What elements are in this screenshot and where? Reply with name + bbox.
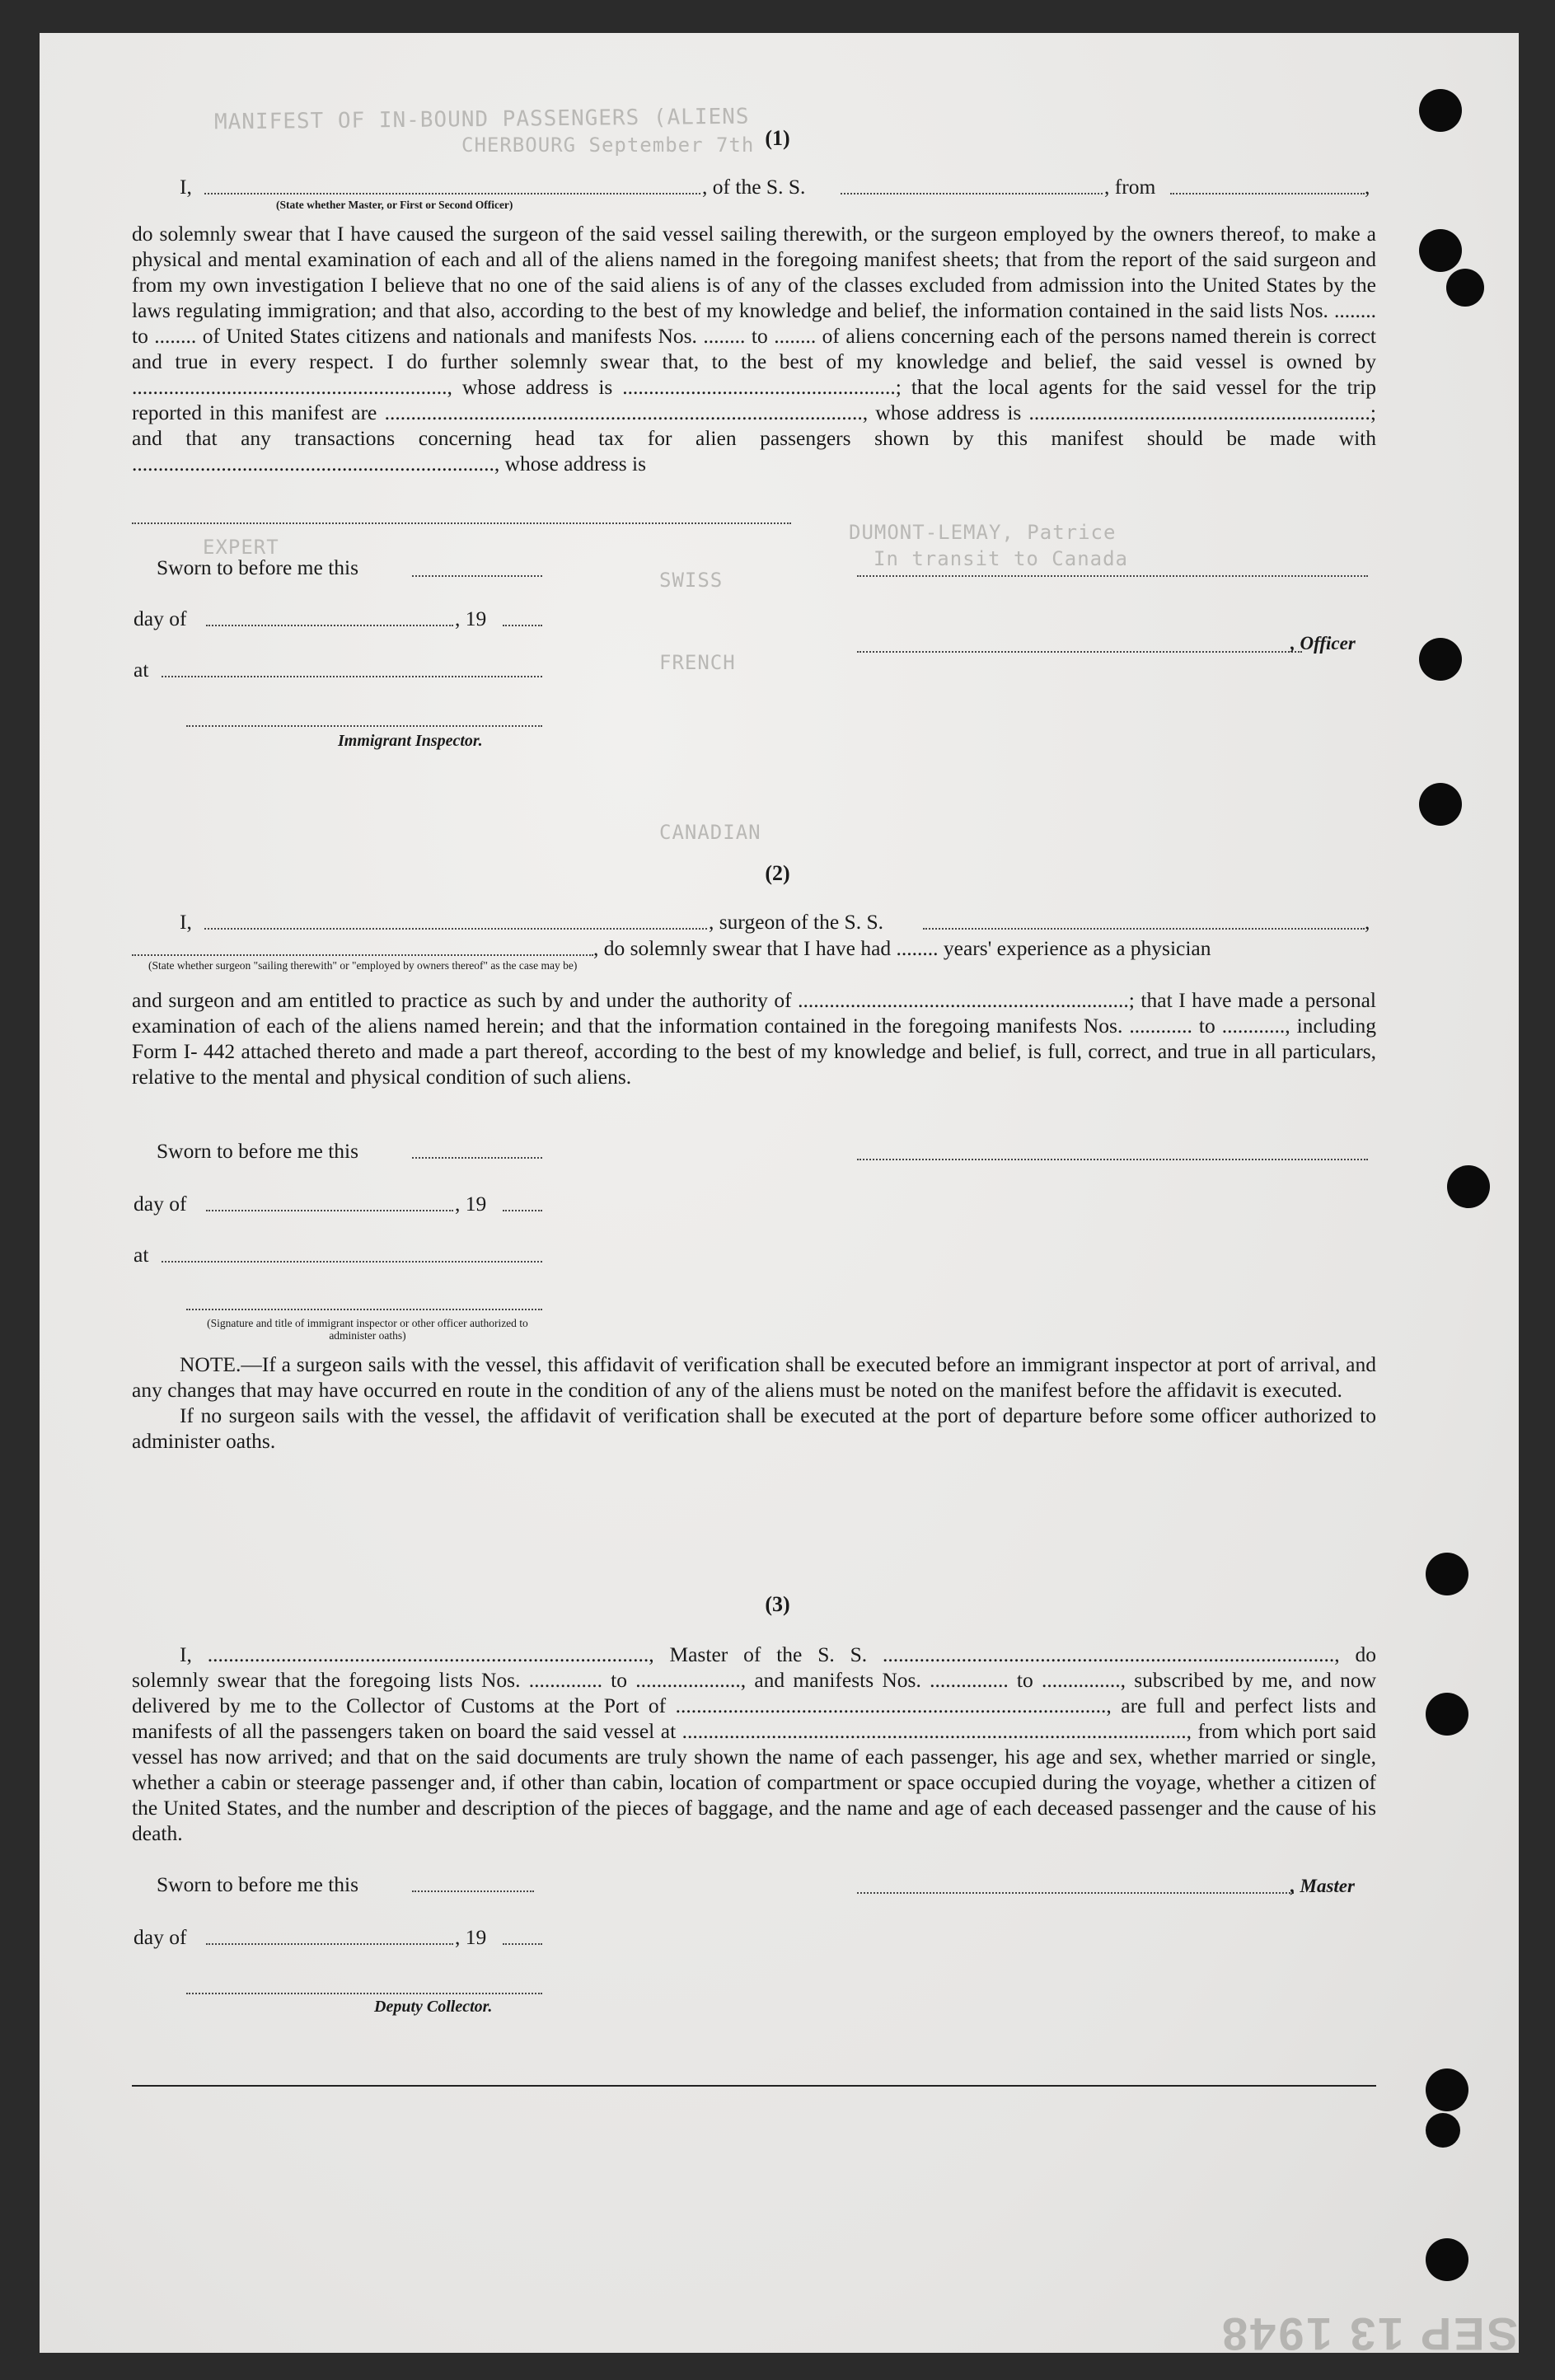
sworn-date-field-2[interactable] xyxy=(412,1157,542,1159)
year-field-1[interactable] xyxy=(503,625,542,626)
sworn-label-2: Sworn to before me this xyxy=(157,1139,359,1163)
day-of-label-2: day of xyxy=(133,1192,187,1216)
bleed-through-nationality: SWISS xyxy=(659,569,724,592)
binder-hole xyxy=(1426,1693,1468,1736)
inspector-signature-field[interactable] xyxy=(186,725,542,727)
officer-label: , Officer xyxy=(1290,633,1356,654)
divider-dotted xyxy=(132,522,791,524)
binder-hole xyxy=(1419,783,1462,826)
surgeon-signature-field[interactable] xyxy=(857,1159,1368,1160)
bleed-through-subheader: CHERBOURG September 7th xyxy=(461,134,755,157)
at-field-1[interactable] xyxy=(162,676,542,677)
inspector-signature-field-2[interactable] xyxy=(186,1309,542,1310)
officer-note: (State whether Master, or First or Second Officer) xyxy=(276,199,513,211)
signature-note: (Signature and title of immigrant inspector or other officer authorized to administer oaths) xyxy=(207,1317,528,1342)
sworn-date-field-1[interactable] xyxy=(412,575,542,577)
sworn-label-3: Sworn to before me this xyxy=(157,1872,359,1896)
bleed-through-nationality: FRENCH xyxy=(659,651,736,674)
bleed-through-header: MANIFEST OF IN-BOUND PASSENGERS (ALIENS xyxy=(213,104,750,135)
section-1-number: (1) xyxy=(765,126,790,150)
surgeon-note: (State whether surgeon "sailing therewith" or "employed by owners thereof" as the case may be) xyxy=(148,959,578,972)
surgeon-role-field[interactable] xyxy=(132,954,593,956)
section-3-body xyxy=(132,1642,1376,1846)
day-of-field-1[interactable] xyxy=(206,625,453,626)
sworn-label-1: Sworn to before me this xyxy=(157,555,359,579)
surgeon-line-2: , do solemnly swear that I have had ........ years' experience as a physician xyxy=(593,936,1211,960)
note-1: NOTE.—If a surgeon sails with the vessel, this affidavit of verification shall be executed before an immigrant inspector at port of arrival, and any changes that may have occurred en route in the condition of any of the aliens must be noted on the manifest before the affidavit is executed. xyxy=(132,1352,1376,1402)
year-field-2[interactable] xyxy=(503,1210,542,1211)
day-of-label-3: day of xyxy=(133,1925,187,1949)
year-field-3[interactable] xyxy=(503,1943,542,1945)
master-label: , Master xyxy=(1290,1876,1355,1896)
binder-hole xyxy=(1426,2238,1468,2281)
at-label-2: at xyxy=(133,1243,149,1267)
section-3-text: I, ...................................................................................., Master of the S. S. ......................................................................................, do solemnly swear that the foregoing lists Nos. .............. to ...................., and manifests Nos. ............... to ..............., subscribed by me, and now delivered by me to the Collector of Customs at the Port of .................................................................................., are full and perfect lists and manifests of all the passengers taken on board the said vessel at ................................................................................................, from which port said vessel has now arrived; and that on the said documents are truly shown the name of each passenger, his age and sex, whether married or single, whether a cabin or steerage passenger and, if other than cabin, location of compartment or space occupied during the voyage, whether a citizen of the United States, and the number and description of the pieces of baggage, and the name and age of each deceased passenger and the cause of his death. xyxy=(132,1642,1376,1845)
section-2-text: and surgeon and am entitled to practice as such by and under the authority of ...............................................................; that I have made a personal examination of each of the aliens named herein; and that the information contained in the foregoing manifests Nos. ............ to ............, including Form I- 442 attached thereto and made a part thereof, according to the best of my knowledge and belief, is full, correct, and true in all particulars, relative to the mental and physical condition of such aliens. xyxy=(132,988,1376,1089)
bleed-through-occupation: EXPERT xyxy=(203,536,279,559)
binder-hole xyxy=(1446,269,1484,307)
officer-name-field[interactable] xyxy=(204,193,700,194)
date-stamp: SEP 13 1948 xyxy=(1220,2308,1519,2360)
bleed-through-nationality: CANADIAN xyxy=(659,821,761,844)
section-1-from-label: , from xyxy=(1104,175,1156,199)
comma: , xyxy=(1365,910,1370,934)
binder-hole xyxy=(1426,2113,1460,2148)
at-field-2[interactable] xyxy=(162,1261,542,1263)
port-from-field[interactable] xyxy=(1170,193,1365,194)
binder-hole xyxy=(1419,638,1462,681)
bleed-through-note: In transit to Canada xyxy=(874,547,1128,570)
bottom-rule xyxy=(132,2085,1376,2087)
section-1-ss-label: , of the S. S. xyxy=(702,175,806,199)
day-of-field-3[interactable] xyxy=(206,1943,453,1945)
section-2-number: (2) xyxy=(765,861,790,885)
section-1-i: I, xyxy=(180,175,192,199)
immigrant-inspector-label: Immigrant Inspector. xyxy=(338,732,483,750)
vessel-name-field[interactable] xyxy=(841,193,1103,194)
comma: , xyxy=(1365,175,1370,199)
day-of-field-2[interactable] xyxy=(206,1210,453,1211)
day-of-label-1: day of xyxy=(133,607,187,630)
at-label-1: at xyxy=(133,658,149,682)
binder-hole xyxy=(1426,1553,1468,1595)
master-signature-field[interactable] xyxy=(857,1892,1294,1894)
binder-hole xyxy=(1447,1165,1490,1208)
officer-signature-field-top[interactable] xyxy=(857,575,1368,577)
section-1-text: do solemnly swear that I have caused the surgeon of the said vessel sailing therewith, or the surgeon employed by the owners thereof, to make a physical and mental examination of each and all of the aliens named in the foregoing manifest sheets; that from the report of the said surgeon and from my own investigation I believe that no one of the said aliens is of any of the classes excluded from admission into the United States by the laws regulating immigration; and that also, according to the best of my knowledge and belief, the information contained in the said lists Nos. ........ to ........ of United States citizens and nationals and manifests Nos. ........ to ........ of aliens concerning each of the persons named therein is correct and true in every respect. I do further solemnly swear that, to the best of my knowledge and belief, the said vessel is owned by ............................................................, whose address is ....................................................; that the local agents for the said vessel for the trip reported in this manifest are ..........................................................................................., whose address is .................................................................; and that any transactions concerning head tax for alien passengers shown by this manifest should be made with ....................................................................., whose address is xyxy=(132,222,1376,476)
section-2-notes xyxy=(132,1352,1376,1454)
section-1-body xyxy=(132,221,1376,476)
surgeon-ss-label: , surgeon of the S. S. xyxy=(709,910,884,934)
binder-hole xyxy=(1419,229,1462,272)
note-2: If no surgeon sails with the vessel, the affidavit of verification shall be executed at the port of departure before some officer authorized to administer oaths. xyxy=(132,1403,1376,1453)
bleed-through-name: DUMONT-LEMAY, Patrice xyxy=(849,521,1117,544)
year-label-3: , 19 xyxy=(455,1925,487,1949)
collector-signature-field[interactable] xyxy=(186,1993,542,1994)
surgeon-vessel-field[interactable] xyxy=(923,928,1365,930)
year-label-2: , 19 xyxy=(455,1192,487,1216)
section-2-body xyxy=(132,987,1376,1089)
deputy-collector-label: Deputy Collector. xyxy=(374,1998,493,2016)
sworn-date-field-3[interactable] xyxy=(412,1890,534,1892)
surgeon-name-field[interactable] xyxy=(204,928,707,930)
section-3-number: (3) xyxy=(765,1592,790,1616)
officer-signature-field[interactable] xyxy=(857,651,1302,653)
section-2-i: I, xyxy=(180,910,192,934)
year-label-1: , 19 xyxy=(455,607,487,630)
binder-hole xyxy=(1426,2068,1468,2111)
